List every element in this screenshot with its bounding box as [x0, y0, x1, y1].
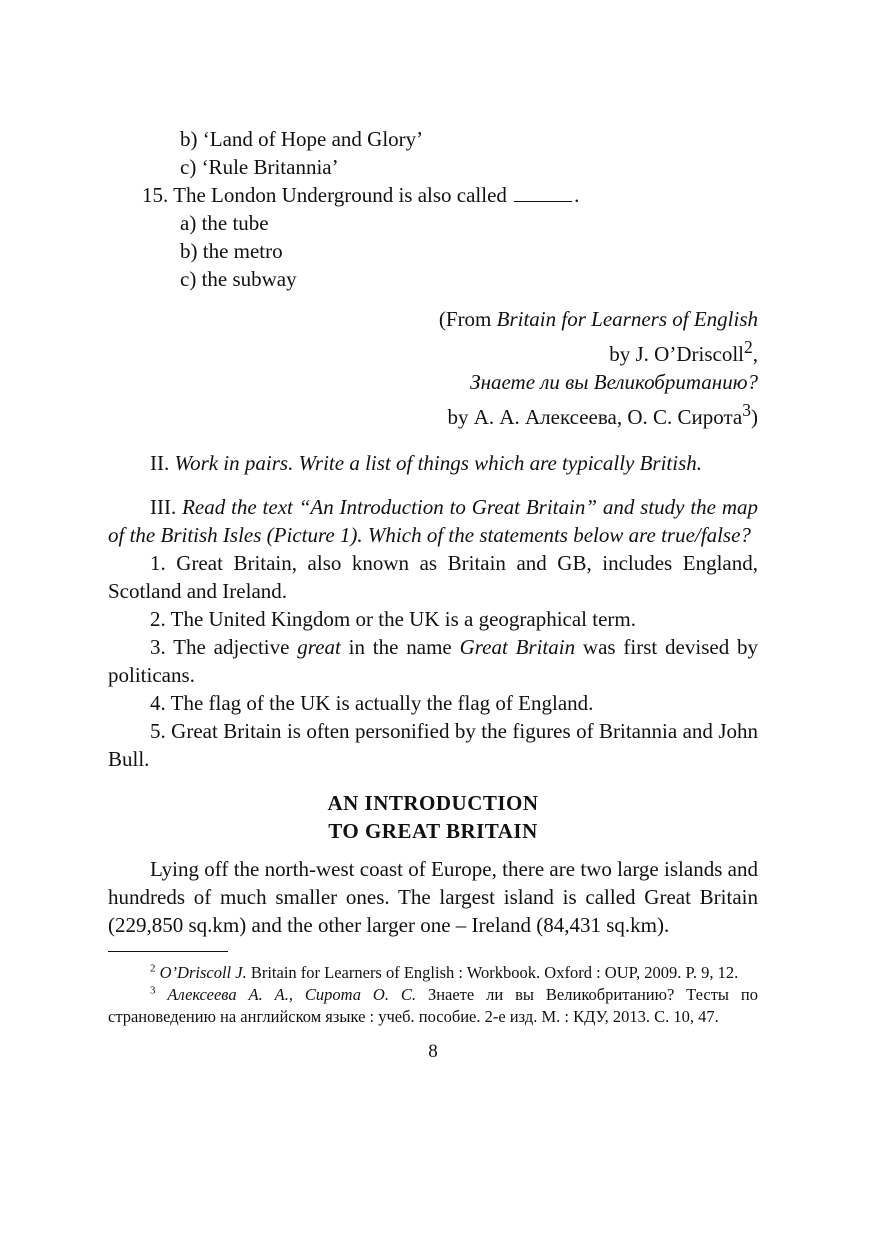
statement-3 — [108, 633, 758, 689]
footnote-3 — [108, 984, 758, 1028]
source-line-2 — [108, 333, 758, 368]
statement-3-great: great — [297, 635, 341, 659]
question-end: . — [574, 183, 580, 207]
exercise-2-number: II. — [150, 451, 170, 475]
source-author-2: by А. А. Алексеева, О. С. Сирота — [447, 405, 743, 429]
question-text: The London Underground is also called — [173, 183, 507, 207]
statement-3-part-a: 3. The adjective — [150, 635, 298, 659]
source-title-2: Знаете ли вы Великобританию? — [470, 370, 758, 394]
page-content — [108, 125, 758, 1064]
source-line-1 — [108, 305, 758, 333]
footnote-ref-3: 3 — [742, 400, 751, 420]
source-comma: , — [752, 342, 758, 366]
question-number: 15. — [142, 183, 169, 207]
exercise-3-number: III. — [150, 495, 177, 519]
footnote-ref-2: 2 — [744, 337, 753, 357]
footnote-3-number: 3 — [150, 984, 156, 997]
footnote-3-author: Алексеева А. А., Сирота О. С. — [167, 985, 417, 1004]
option-a: a) the tube — [180, 211, 269, 235]
footnote-2-author: O’Driscoll J. — [159, 963, 247, 982]
exercise-2 — [108, 449, 758, 477]
answer-blank — [514, 200, 572, 202]
source-line-4 — [108, 396, 758, 431]
option-b: b) the metro — [180, 239, 283, 263]
footnote-divider — [108, 951, 228, 952]
footnote-3-text: Знаете ли вы Великобританию? Тесты по страноведению на английском языке : учеб. пособие. 2-е изд. М. : КДУ, 2013. С. 10, 47. — [108, 985, 758, 1026]
exercise-2-text: Work in pairs. Write a list of things which are typically British. — [174, 451, 703, 475]
option-c-prev: c) ‘Rule Britannia’ — [180, 155, 339, 179]
source-line-3 — [108, 368, 758, 396]
statement-3-part-c: in the name — [340, 635, 460, 659]
statement-2: 2. The United Kingdom or the UK is a geographical term. — [150, 607, 636, 631]
heading-line-1: AN INTRODUCTION — [327, 791, 539, 815]
statement-1: 1. Great Britain, also known as Britain and GB, includes England, Scotland and Ireland. — [108, 551, 758, 603]
footnote-2 — [108, 962, 758, 984]
intro-paragraph: Lying off the north-west coast of Europe, there are two large islands and hundreds of much smaller ones. The largest island is called Great Britain (229,850 sq.km) and the other larger one – Ireland (84,431 sq.km). — [108, 857, 758, 937]
option-c: c) the subway — [180, 267, 297, 291]
footnote-2-text: Britain for Learners of English : Workbook. Oxford : OUP, 2009. P. 9, 12. — [246, 963, 739, 982]
source-prefix: (From — [438, 307, 497, 331]
statement-3-part-e: was first devised by politicans. — [108, 635, 759, 687]
source-author-1: by J. O’Driscoll — [609, 342, 744, 366]
question-15 — [108, 181, 758, 209]
statement-3-great-britain: Great Britain — [459, 635, 576, 659]
statement-4: 4. The flag of the UK is actually the flag of England. — [150, 691, 594, 715]
option-b-prev: b) ‘Land of Hope and Glory’ — [180, 127, 424, 151]
section-heading — [108, 789, 758, 845]
footnote-2-number: 2 — [150, 962, 156, 975]
source-close: ) — [751, 405, 758, 429]
source-title-1: Britain for Learners of English — [496, 307, 758, 331]
heading-line-2: TO GREAT BRITAIN — [328, 819, 538, 843]
exercise-3-text: Read the text “An Introduction to Great Britain” and study the map of the British Isles (Picture 1). Which of the statements below are true/false? — [108, 495, 758, 547]
source-citation — [108, 305, 758, 431]
exercise-3 — [108, 493, 758, 549]
statement-5: 5. Great Britain is often personified by the figures of Britannia and John Bull. — [108, 719, 758, 771]
page-number: 8 — [428, 1041, 438, 1062]
